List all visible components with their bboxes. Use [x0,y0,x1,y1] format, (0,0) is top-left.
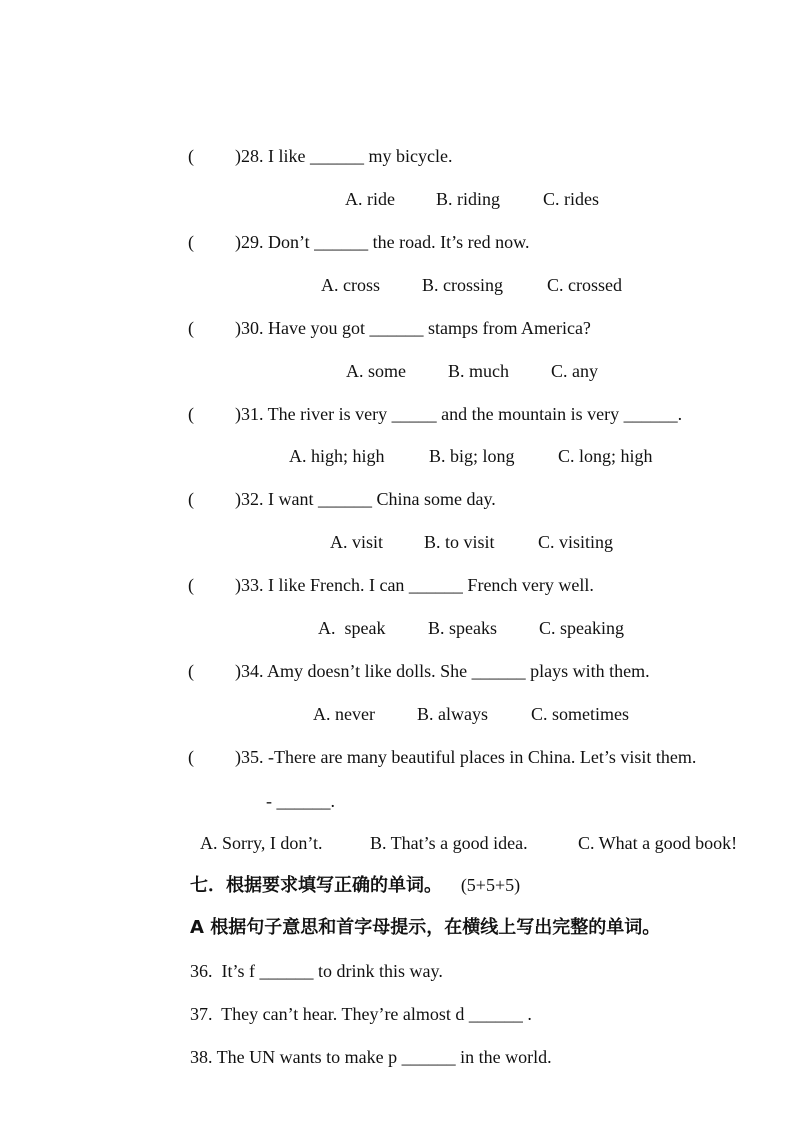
fill-item-38: 38. The UN wants to make p ______ in the world. [190,1047,552,1067]
option-a: A. ride [345,189,395,209]
answer-bracket: ( [188,489,194,509]
section-7-points: (5+5+5) [460,875,521,895]
option-b: B. to visit [424,532,495,552]
answer-bracket: ( [188,404,194,424]
question-text: )33. I like French. I can ______ French very well. [235,575,594,595]
question-text: )31. The river is very _____ and the mountain is very ______. [235,404,683,424]
answer-bracket: ( [188,575,194,595]
question-text: )28. I like ______ my bicycle. [235,146,453,166]
section-7-title: 七．根据要求填写正确的单词。 [190,875,442,896]
option-a: A. never [313,704,375,724]
fill-item-36: 36. It’s f ______ to drink this way. [190,961,443,981]
option-a: A. speak [318,618,386,638]
option-c: C. any [551,361,598,381]
question-text: )32. I want ______ China some day. [235,489,496,509]
option-c: C. sometimes [531,704,629,724]
question-text: )35. -There are many beautiful places in China. Let’s visit them. [235,747,697,767]
option-c: C. What a good book! [578,833,738,853]
option-a: A. high; high [289,446,385,466]
fill-item-37: 37. They can’t hear. They’re almost d ______ . [190,1004,532,1024]
option-a: A. Sorry, I don’t. [200,833,323,853]
option-b: B. That’s a good idea. [370,833,528,853]
option-a: A. some [346,361,406,381]
answer-bracket: ( [188,661,194,681]
section-7-heading [190,874,520,897]
answer-bracket: ( [188,146,194,166]
option-b: B. much [448,361,509,381]
option-c: C. long; high [558,446,653,466]
question-text: )29. Don’t ______ the road. It’s red now. [235,232,530,252]
option-b: B. speaks [428,618,497,638]
option-c: C. crossed [547,275,622,295]
question-text: )30. Have you got ______ stamps from America? [235,318,591,338]
question-text: )34. Amy doesn’t like dolls. She ______ plays with them. [235,661,650,681]
answer-bracket: ( [188,747,194,767]
option-a: A. cross [321,275,380,295]
option-c: C. rides [543,189,599,209]
option-a: A. visit [330,532,384,552]
option-b: B. riding [436,189,501,209]
option-b: B. always [417,704,488,724]
option-b: B. big; long [429,446,515,466]
reply-line: - ______. [266,791,335,811]
answer-bracket: ( [188,232,194,252]
option-c: C. speaking [539,618,624,638]
option-b: B. crossing [422,275,503,295]
answer-bracket: ( [188,318,194,338]
option-c: C. visiting [538,532,614,552]
part-a-heading: A 根据句子意思和首字母提示，在横线上写出完整的单词。 [190,917,661,938]
